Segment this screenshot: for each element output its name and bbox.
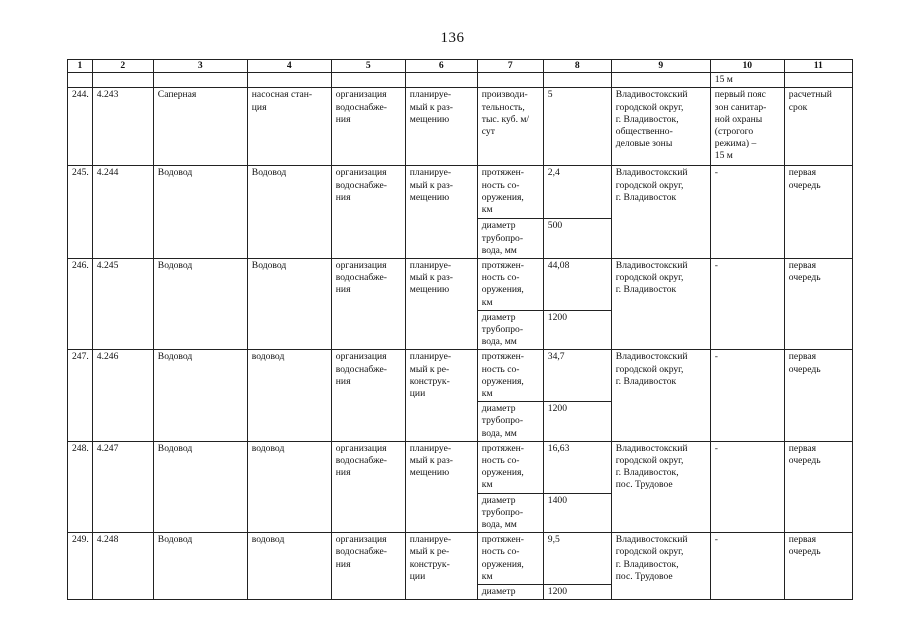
table-row (68, 88, 853, 166)
object-name: Водовод (153, 350, 247, 441)
implementation-term: первая очередь (784, 259, 852, 350)
parameter-value: 2,4 (543, 166, 611, 219)
object-name: Водовод (153, 441, 247, 532)
implementation-term: первая очередь (784, 350, 852, 441)
column-header: 4 (247, 60, 331, 73)
object-name: Водовод (153, 533, 247, 600)
parameter-value: 5 (543, 88, 611, 166)
column-header: 11 (784, 60, 852, 73)
object-status: планируе- мый к раз- мещению (405, 441, 477, 532)
implementation-term: расчетный срок (784, 88, 852, 166)
table-row (68, 350, 853, 402)
header-row (68, 60, 853, 73)
parameter-value: 1200 (543, 402, 611, 442)
document-table (67, 59, 853, 600)
object-location: Владивостокский городской округ, г. Владивосток (611, 259, 710, 350)
object-location: Владивостокский городской округ, г. Владивосток (611, 166, 710, 259)
object-status: планируе- мый к раз- мещению (405, 259, 477, 350)
table-row (68, 259, 853, 311)
object-type: водовод (247, 350, 331, 441)
row-number: 247. (68, 350, 93, 441)
table-cell (68, 73, 93, 88)
parameter-name: диаметр трубопро- вода, мм (477, 310, 543, 350)
object-status: планируе- мый к раз- мещению (405, 88, 477, 166)
table-body (68, 73, 853, 600)
protection-zone: - (710, 166, 784, 259)
object-location: Владивостокский городской округ, г. Владивосток, пос. Трудовое (611, 441, 710, 532)
object-name: Водовод (153, 166, 247, 259)
table-cell (784, 73, 852, 88)
object-code: 4.246 (92, 350, 153, 441)
table-row (68, 441, 853, 493)
object-status: планируе- мый к ре- конструк- ции (405, 533, 477, 600)
continuation-row (68, 73, 853, 88)
parameter-name: протяжен- ность со- оружения, км (477, 166, 543, 219)
object-purpose: организация водоснабже- ния (331, 350, 405, 441)
table-cell (543, 73, 611, 88)
object-code: 4.245 (92, 259, 153, 350)
parameter-value: 9,5 (543, 533, 611, 585)
parameter-value: 1400 (543, 493, 611, 533)
object-type: водовод (247, 533, 331, 600)
object-purpose: организация водоснабже- ния (331, 166, 405, 259)
object-name: Водовод (153, 259, 247, 350)
object-code: 4.248 (92, 533, 153, 600)
row-number: 249. (68, 533, 93, 600)
column-header: 7 (477, 60, 543, 73)
object-code: 4.243 (92, 88, 153, 166)
parameter-name: диаметр трубопро- вода, мм (477, 219, 543, 259)
column-header: 9 (611, 60, 710, 73)
table-row (68, 533, 853, 585)
table-cell (331, 73, 405, 88)
table-cell (477, 73, 543, 88)
object-purpose: организация водоснабже- ния (331, 441, 405, 532)
parameter-name: диаметр (477, 585, 543, 600)
column-header: 1 (68, 60, 93, 73)
object-code: 4.247 (92, 441, 153, 532)
protection-zone: - (710, 533, 784, 600)
column-header: 10 (710, 60, 784, 73)
object-location: Владивостокский городской округ, г. Владивосток, общественно- деловые зоны (611, 88, 710, 166)
object-type: насосная стан- ция (247, 88, 331, 166)
table-cell (247, 73, 331, 88)
table-cell (405, 73, 477, 88)
parameter-value: 500 (543, 219, 611, 259)
column-header: 6 (405, 60, 477, 73)
parameter-name: протяжен- ность со- оружения, км (477, 259, 543, 311)
row-number: 244. (68, 88, 93, 166)
table-cell (611, 73, 710, 88)
object-name: Саперная (153, 88, 247, 166)
row-number: 248. (68, 441, 93, 532)
object-purpose: организация водоснабже- ния (331, 88, 405, 166)
implementation-term: первая очередь (784, 441, 852, 532)
parameter-name: протяжен- ность со- оружения, км (477, 350, 543, 402)
row-number: 246. (68, 259, 93, 350)
parameter-value: 44,08 (543, 259, 611, 311)
column-header: 8 (543, 60, 611, 73)
parameter-name: диаметр трубопро- вода, мм (477, 402, 543, 442)
object-type: Водовод (247, 259, 331, 350)
column-header: 5 (331, 60, 405, 73)
parameter-name: диаметр трубопро- вода, мм (477, 493, 543, 533)
object-status: планируе- мый к ре- конструк- ции (405, 350, 477, 441)
object-type: водовод (247, 441, 331, 532)
parameter-value: 34,7 (543, 350, 611, 402)
table-row (68, 166, 853, 219)
object-type: Водовод (247, 166, 331, 259)
object-purpose: организация водоснабже- ния (331, 533, 405, 600)
parameter-name: производи- тельность, тыс. куб. м/ сут (477, 88, 543, 166)
object-code: 4.244 (92, 166, 153, 259)
protection-zone: - (710, 441, 784, 532)
parameter-name: протяжен- ность со- оружения, км (477, 441, 543, 493)
protection-zone: первый пояс зон санитар- ной охраны (строгого режима) – 15 м (710, 88, 784, 166)
parameter-value: 16,63 (543, 441, 611, 493)
parameter-value: 1200 (543, 310, 611, 350)
protection-zone: - (710, 350, 784, 441)
row-number: 245. (68, 166, 93, 259)
column-header: 3 (153, 60, 247, 73)
parameter-value: 1200 (543, 585, 611, 600)
object-location: Владивостокский городской округ, г. Владивосток (611, 350, 710, 441)
page-number: 136 (440, 30, 465, 46)
implementation-term: первая очередь (784, 533, 852, 600)
table-cell: 15 м (710, 73, 784, 88)
column-header: 2 (92, 60, 153, 73)
table-cell (92, 73, 153, 88)
object-status: планируе- мый к раз- мещению (405, 166, 477, 259)
implementation-term: первая очередь (784, 166, 852, 259)
object-location: Владивостокский городской округ, г. Владивосток, пос. Трудовое (611, 533, 710, 600)
protection-zone: - (710, 259, 784, 350)
parameter-name: протяжен- ность со- оружения, км (477, 533, 543, 585)
object-purpose: организация водоснабже- ния (331, 259, 405, 350)
table-cell (153, 73, 247, 88)
